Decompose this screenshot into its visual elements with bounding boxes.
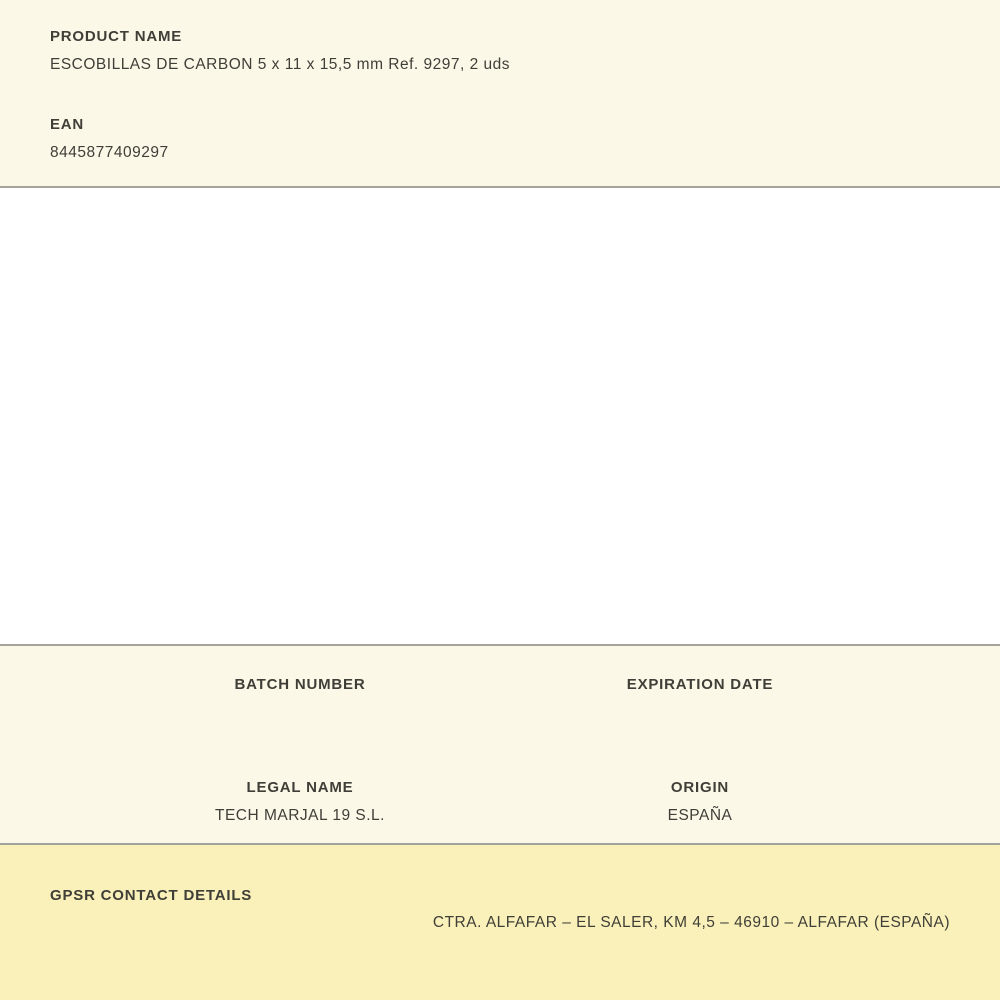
gpsr-contact-address: CTRA. ALFAFAR – EL SALER, KM 4,5 – 46910 – ALFAFAR (ESPAÑA) (432, 914, 950, 931)
expiration-date-field (500, 674, 900, 741)
ean-field (50, 114, 950, 164)
expiration-date-value (500, 702, 900, 724)
batch-number-label: BATCH NUMBER (234, 676, 366, 693)
gpsr-contact-section (0, 845, 1000, 1000)
ean-value: 8445877409297 (50, 144, 169, 161)
legal-name-value: TECH MARJAL 19 S.L. (214, 806, 385, 824)
gpsr-contact-label: GPSR CONTACT DETAILS (50, 887, 253, 904)
product-details-section (0, 646, 1000, 843)
origin-field (500, 777, 900, 844)
ean-label: EAN (50, 116, 85, 133)
origin-label: ORIGIN (670, 778, 730, 796)
batch-number-value (100, 702, 500, 724)
product-name-label: PRODUCT NAME (50, 28, 183, 45)
expiration-date-label: EXPIRATION DATE (626, 676, 774, 693)
legal-name-field (100, 777, 500, 844)
batch-number-field (100, 674, 500, 741)
product-name-value: ESCOBILLAS DE CARBON 5 x 11 x 15,5 mm Ref. 9297, 2 uds (50, 56, 511, 73)
origin-value: ESPAÑA (667, 806, 733, 824)
product-image-area (0, 188, 1000, 644)
product-name-field (50, 26, 950, 76)
product-info-section (0, 0, 1000, 186)
legal-name-label: LEGAL NAME (246, 778, 354, 796)
